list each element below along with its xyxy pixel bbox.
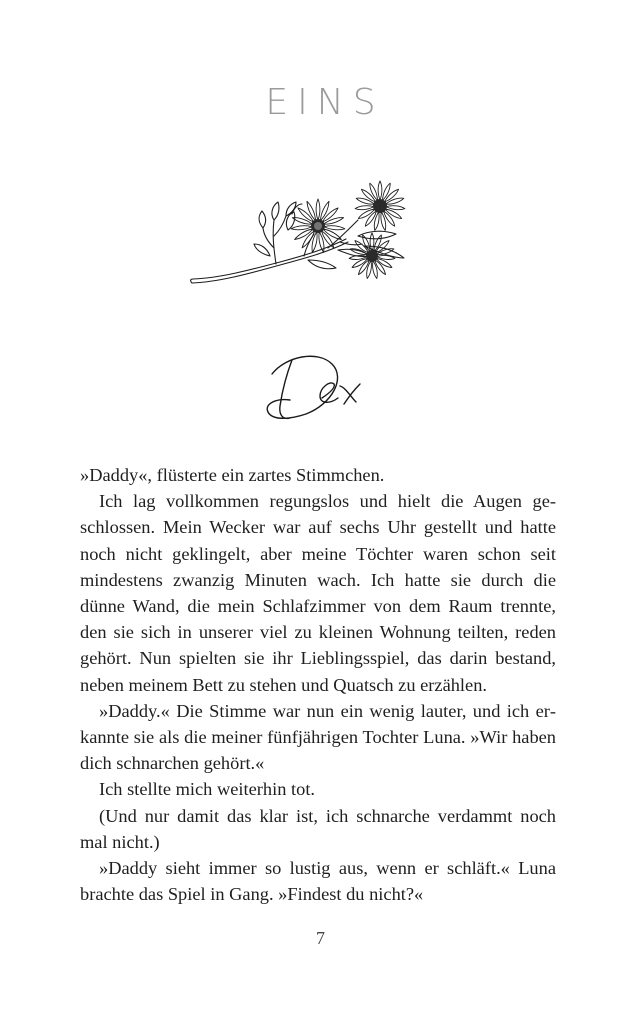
chapter-heading: EINS [265,82,385,123]
paragraph: »Daddy sieht immer so lustig aus, wenn er schläft.« Luna brachte das Spiel in Gang. »Findest du nicht?« [80,858,556,905]
page-number: 7 [316,928,325,948]
paragraph: Ich stellte mich weiterhin tot. [99,779,316,800]
aster-flower-sprig-icon [188,178,420,296]
paragraph: (Und nur damit das klar ist, ich schnarche verdammt noch mal nicht.) [80,805,556,852]
chapter-body-text [80,462,556,907]
paragraph: »Daddy«, flüsterte ein zartes Stimmchen. [80,465,385,485]
paragraph: Ich lag vollkommen regungslos und hielt die Augen geschlossen. Mein Wecker war auf sechs Uhr gestellt und hatte noch nicht geklingelt, aber meine Töchter waren schon seit mindestens zwanzig Minuten wach. Ich hatte sie durch die dünne Wand, die mein Schlafzimmer von dem Raum trennte, den sie sich in unserer viel zu kleinen Wohnung teilten, reden gehört. Nun spielten sie ihr Lieblingsspiel, das darin bestand, neben meinem Bett zu stehen und Quatsch zu erzählen. [80,491,556,695]
narrator-name [0,330,641,440]
paragraph: »Daddy.« Die Stimme war nun ein wenig lauter, und ich erkannte sie als die meiner fünfjährigen Tochter Luna. »Wir haben dich schnarchen gehört.« [80,700,556,774]
narrator-script-lettering [0,330,641,440]
